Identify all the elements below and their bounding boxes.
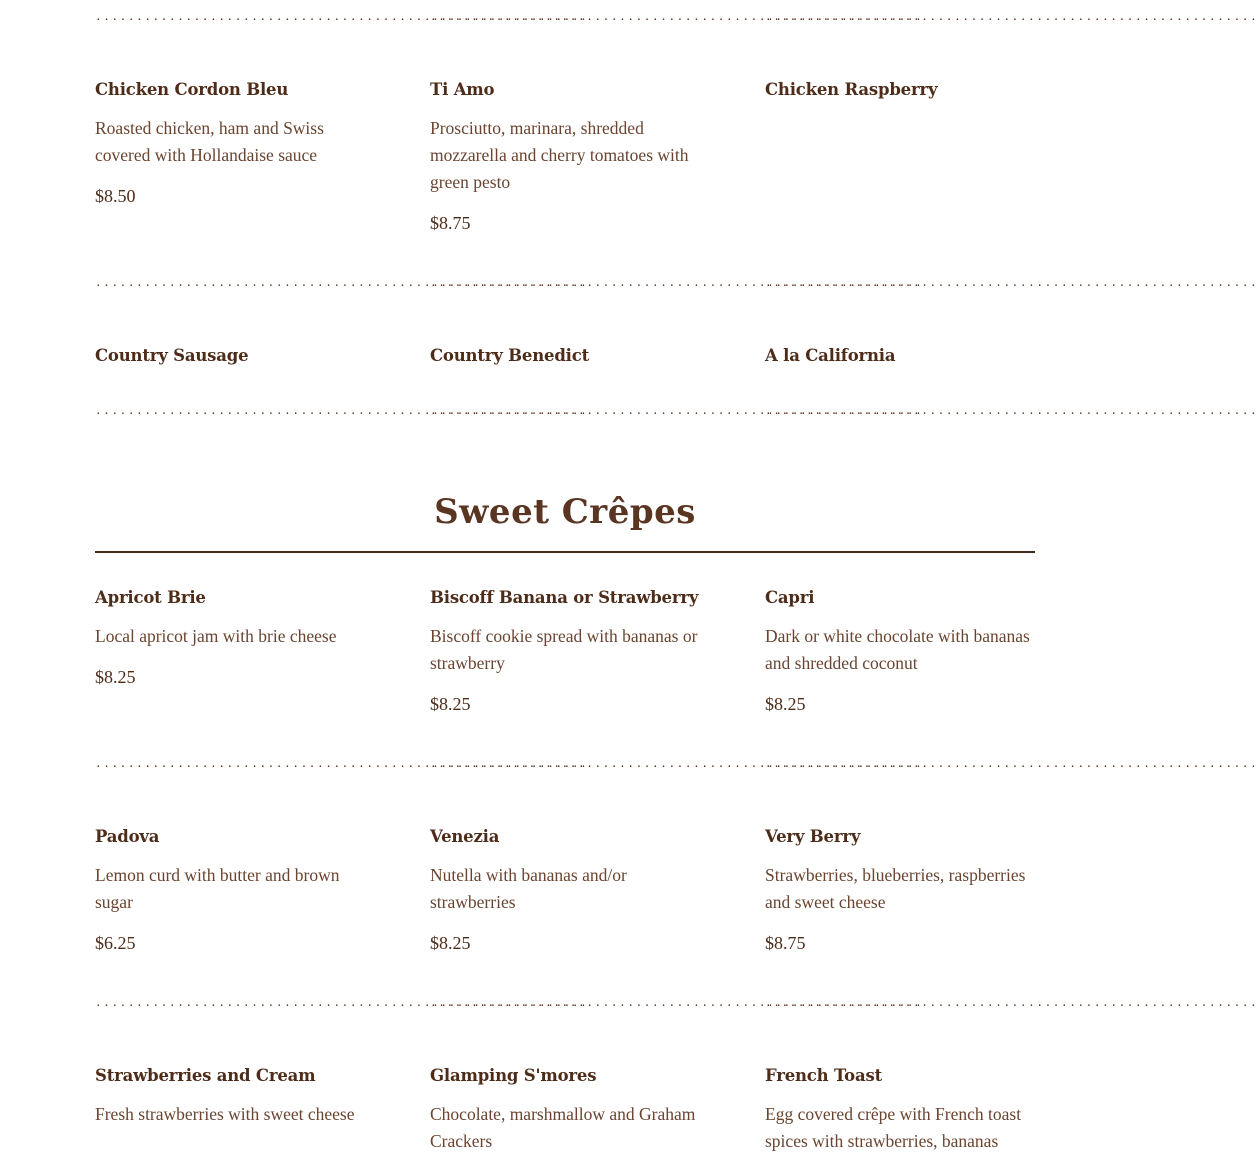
item-price: $8.75	[765, 933, 806, 953]
menu-item	[95, 345, 365, 367]
item-description: Nutella with bananas and/or strawberries	[430, 865, 627, 912]
item-name: A la California	[765, 346, 896, 365]
divider-dots	[765, 10, 1035, 24]
item-price: $8.50	[95, 186, 136, 206]
divider-dots	[430, 404, 700, 418]
item-name: Country Benedict	[430, 346, 589, 365]
divider-dots	[430, 276, 700, 290]
item-description: Strawberries, blueberries, raspberries and sweet cheese	[765, 865, 1026, 912]
menu-item	[765, 1065, 1035, 1151]
menu-item	[430, 826, 700, 954]
divider-dots	[430, 10, 700, 24]
item-description: Roasted chicken, ham and Swiss covered with Hollandaise sauce	[95, 118, 324, 165]
menu-item	[95, 587, 365, 688]
item-name: Biscoff Banana or Strawberry	[430, 588, 699, 607]
divider-dots	[765, 996, 1035, 1010]
menu-item	[430, 1065, 700, 1151]
menu-item	[95, 1065, 365, 1139]
item-name: Chicken Cordon Bleu	[95, 80, 289, 99]
divider-dots	[430, 757, 700, 771]
menu-item	[765, 345, 1035, 367]
item-description: Local apricot jam with brie cheese	[95, 626, 337, 646]
section-title: Sweet Crêpes	[434, 492, 696, 532]
item-name: Chicken Raspberry	[765, 80, 938, 99]
divider-dots	[765, 404, 1035, 418]
section-divider	[95, 551, 1035, 553]
item-description: Egg covered crêpe with French toast spices with strawberries, bananas	[765, 1104, 1022, 1151]
menu-item	[95, 79, 365, 207]
item-description: Lemon curd with butter and brown sugar	[95, 865, 340, 912]
divider-dots	[95, 10, 365, 24]
item-price: $6.25	[95, 933, 136, 953]
item-description: Dark or white chocolate with bananas and shredded coconut	[765, 626, 1030, 673]
divider-dots	[95, 757, 365, 771]
divider-dots	[95, 404, 365, 418]
item-name: French Toast	[765, 1066, 882, 1085]
item-name: Ti Amo	[430, 80, 495, 99]
item-name: Strawberries and Cream	[95, 1066, 316, 1085]
divider-dots	[765, 757, 1035, 771]
divider-dots	[430, 996, 700, 1010]
item-name: Very Berry	[765, 827, 861, 846]
menu-item	[765, 826, 1035, 954]
item-description: Biscoff cookie spread with bananas or strawberry	[430, 626, 698, 673]
menu-item	[765, 79, 1035, 101]
menu-item	[430, 79, 700, 234]
menu-item	[95, 826, 365, 954]
item-price: $8.25	[430, 694, 471, 714]
item-name: Apricot Brie	[95, 588, 206, 607]
menu-item	[765, 587, 1035, 715]
item-name: Capri	[765, 588, 815, 607]
item-price: $8.25	[95, 667, 136, 687]
item-price: $8.25	[765, 694, 806, 714]
item-name: Padova	[95, 827, 160, 846]
divider-dots	[95, 276, 365, 290]
menu-item	[430, 587, 700, 715]
divider-dots	[765, 276, 1035, 290]
item-name: Country Sausage	[95, 346, 249, 365]
item-description: Chocolate, marshmallow and Graham Crackers	[430, 1104, 696, 1151]
item-price: $8.75	[430, 213, 471, 233]
item-description: Prosciutto, marinara, shredded mozzarella and cherry tomatoes with green pesto	[430, 118, 689, 192]
divider-dots	[95, 996, 365, 1010]
menu-item	[430, 345, 700, 367]
item-name: Venezia	[430, 827, 500, 846]
item-description: Fresh strawberries with sweet cheese	[95, 1104, 355, 1124]
item-name: Glamping S'mores	[430, 1066, 597, 1085]
item-price: $8.25	[430, 933, 471, 953]
